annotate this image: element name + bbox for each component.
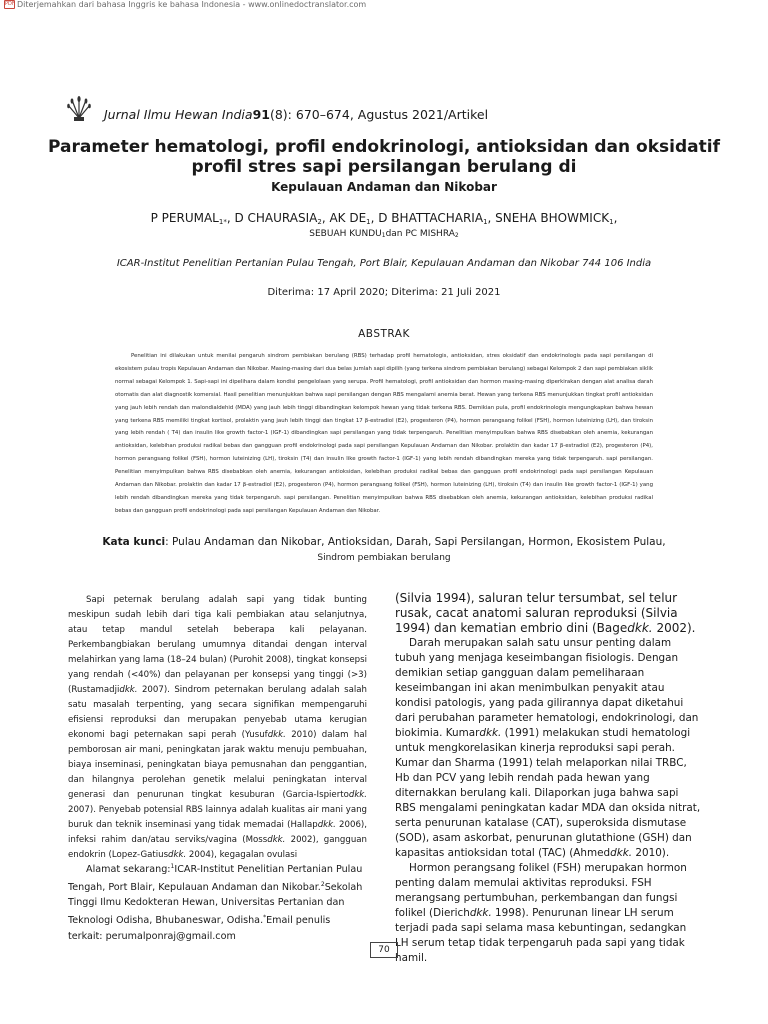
text-run: 2007). Penyebab potensial RBS lainnya adalah kualitas air mani yang buruk dan teknik inseminasi yang tidak memadai (Hallap	[68, 805, 367, 830]
journal-issue-pages: (8): 670–674, Agustus 2021/Artikel	[269, 107, 489, 122]
et-al: dkk.	[119, 685, 138, 695]
et-al: dkk.	[267, 835, 286, 845]
et-al: dkk.	[469, 907, 492, 919]
footnote-affil-1: ICAR-Institut Penelitian Pertanian Pulau Tengah, Port Blair, Kepulauan Andaman dan Nikobar.	[68, 864, 363, 894]
paragraph	[395, 636, 701, 861]
text-run: Hormon perangsang folikel (FSH) merupakan hormon penting dalam memulai aktivitas reproduksi. FSH merangsang pertumbuhan, perkembangan dan fungsi folikel (Dierich	[395, 862, 687, 919]
text-run: Darah merupakan salah satu unsur penting dalam tubuh yang menjaga keseimbangan fisiologis. Dengan demikian setiap gangguan dalam pemeliharaan keseimbangan ini akan menimbulkan penyakit atau kondisi patologis, yang pada gilirannya dapat diketahui dari perubahan parameter hematologi, endokrinologi, dan biokimia. Kumar	[395, 637, 699, 739]
et-al: dkk.	[348, 790, 367, 800]
author-affil-mark: 2	[317, 218, 322, 226]
page-number: 70	[370, 942, 398, 958]
et-al: dkk.	[317, 820, 336, 830]
footnote-mark: *	[263, 914, 267, 922]
translation-banner[interactable]	[4, 0, 366, 12]
abstract-text: Penelitian ini dilakukan untuk menilai pengaruh sindrom pembiakan berulang (RBS) terhadap profil hematologis, antioksidan, stres oksidatif dan endokrinologis pada sapi persilangan di ekosistem pulau tropis Kepulauan Andaman dan Nikobar. Masing-masing dari dua belas jumlah sapi dipilih (yang terkena sindrom pembiakan berulang) sebagai Kelompok 2 dan sapi pembiakan siklik normal sebagai Kelompok 1. Sapi-sapi ini dipelihara dalam kondisi pengelolaan yang serupa. Profil hematologi, profil antioksidan dan hormon masing-masing diperkirakan dengan alat analisa darah otomatis dan alat diagnostik komersial. Hasil penelitian menunjukkan bahwa sapi persilangan dengan RBS mengalami anemia berat. Hewan yang terkena RBS menunjukkan tingkat profil antioksidan yang jauh lebih rendah dan malondialdehid (MDA) yang jauh lebih tinggi dibandingkan kelompok hewan yang tidak terkena RBS. Demikian pula, profil endokrinologis mengungkapkan bahwa hewan yang terkena RBS memiliki tingkat kortisol, prolaktin yang jauh lebih tinggi dan tingkat 17 β-estradiol (E2), progesteron (P4), hormon perangsang folikel (FSH), hormon luteinizing (LH), dan tiroksin yang lebih rendah ( T4) dan insulin like growth factor-1 (IGF-1) dibandingkan sapi persilangan yang tidak terpengaruh. Penelitian menyimpulkan bahwa RBS disebabkan oleh anemia, kekurangan antioksidan, kelebihan produksi radikal bebas dan gangguan profil endokrinologi pada sapi persilangan Kepulauan Andaman dan Nikobar. prolaktin dan kadar 17 β-estradiol (E2), progesteron (P4), hormon perangsang folikel (FSH), hormon luteinizing (LH), tiroksin (T4) dan insulin like growth factor-1 (IGF-1) yang lebih rendah dibandingkan mereka yang tidak terpengaruh. sapi persilangan. Penelitian menyimpulkan bahwa RBS disebabkan oleh anemia, kekurangan antioksidan, kelebihan produksi radikal bebas dan gangguan profil endokrinologi pada sapi persilangan Kepulauan Andaman dan Nikobar. prolaktin dan kadar 17 β-estradiol (E2), progesteron (P4), hormon perangsang folikel (FSH), hormon luteinizing (LH), tiroksin (T4) dan insulin like growth factor-1 (IGF-1) yang lebih rendah dibandingkan mereka yang tidak terpengaruh. sapi persilangan. Penelitian menyimpulkan bahwa RBS disebabkan oleh anemia, kekurangan antioksidan, kelebihan produksi radikal bebas dan gangguan profil endokrinologi pada sapi persilangan Kepulauan Andaman dan Nikobar.	[115, 353, 653, 514]
author-affil-mark: 1	[609, 218, 614, 226]
author-name: , D BHATTACHARIA	[370, 211, 484, 225]
body-column-right	[395, 591, 701, 966]
received-accepted-dates: Diterima: 17 April 2020; Diterima: 21 Juli 2021	[267, 287, 501, 298]
journal-citation	[104, 107, 488, 122]
author-separator: ,	[613, 211, 618, 225]
et-al: dkk.	[267, 730, 286, 740]
icar-logo	[66, 94, 92, 132]
abstract-body	[115, 350, 653, 518]
author-affil-mark: 1	[483, 218, 488, 226]
author-affil-mark: 2	[454, 232, 459, 239]
abstract-heading: ABSTRAK	[358, 328, 410, 340]
footnote-mark: 1	[170, 863, 175, 870]
text-run: (Silvia 1994), saluran telur tersumbat, sel telur rusak, cacat anatomi saluran reproduksi (Silvia 1994) dan kematian embrio dini (Bage	[395, 591, 678, 635]
body-column-left	[68, 593, 367, 863]
footnote-lead: Alamat sekarang:	[86, 864, 171, 876]
paragraph	[395, 591, 701, 636]
author-affil-mark: 1	[381, 232, 386, 239]
journal-volume: 91	[252, 107, 270, 122]
author-name: P PERUMAL	[150, 211, 219, 225]
text-run: 2006), infeksi rahim dan/atau serviks/vagina (Moss	[68, 820, 368, 845]
author-name: SEBUAH KUNDU	[309, 229, 382, 239]
paragraph	[395, 861, 701, 966]
title-line-2: profil stres sapi persilangan berulang di	[191, 157, 577, 177]
document-translate-icon: PDF	[5, 1, 15, 7]
affiliation: ICAR-Institut Penelitian Pertanian Pulau Tengah, Port Blair, Kepulauan Andaman dan Nikobar 744 106 India	[116, 258, 652, 269]
footnote-affil-2: Sekolah Tinggi Ilmu Kedokteran Hewan, Universitas Pertanian dan Teknologi Odisha, Bhubaneswar, Odisha.	[68, 882, 363, 927]
keywords-label: Kata kunci	[102, 536, 166, 548]
keywords	[92, 534, 676, 566]
author-name: dan PC MISHRA	[385, 229, 455, 239]
icar-wheat-logo-icon	[66, 94, 92, 132]
text-run: 2007). Sindrom peternakan berulang adalah salah satu masalah terpenting, yang secara signifikan mempengaruhi efisiensi reproduksi dan merupakan penyebab utama kerugian ekonomi bagi peternakan sapi perah (Yusuf	[68, 685, 367, 740]
et-al: dkk.	[610, 847, 633, 859]
title-line-1: Parameter hematologi, profil endokrinologi, antioksidan dan oksidatif	[48, 137, 720, 157]
et-al: dkk.	[168, 850, 187, 860]
text-run: 2010) dalam hal pemborosan air mani, peningkatan jarak waktu menuju pembuahan, biaya inseminasi, peningkatan biaya pemusnahan dan penggantian, dan hilangnya perolehan genetik melalui peningkatan interval generasi dan penurunan tingkat kesuburan (Garcia-Ispierto	[68, 730, 367, 800]
author-affil-mark: 1	[366, 218, 371, 226]
text-run: Sapi peternak berulang adalah sapi yang tidak bunting meskipun sudah lebih dari tiga kali pembiakan atau selanjutnya, atau tetap mandul setelah beberapa kali pelayanan. Perkembangbiakan berulang umumnya ditandai dengan interval melahirkan yang lama (18–24 bulan) (Purohit 2008), tingkat konsepsi yang rendah (<40%) dan pelayanan per konsepsi yang tinggi (>3) (Rustamadji	[68, 595, 367, 695]
author-name: , AK DE	[321, 211, 367, 225]
text-run: 2002).	[652, 621, 696, 635]
keywords-line-2: Sindrom pembiakan berulang	[317, 553, 451, 563]
et-al: dkk.	[479, 727, 502, 739]
journal-name: Jurnal Ilmu Hewan India	[104, 107, 253, 122]
article-title	[40, 137, 728, 177]
title-line-3: Kepulauan Andaman dan Nikobar	[271, 180, 497, 194]
author-name: , D CHAURASIA	[226, 211, 318, 225]
author-name: , SNEHA BHOWMICK	[487, 211, 610, 225]
corresponding-email[interactable]: Email penulis terkait: perumalponraj@gmail.com	[68, 915, 331, 942]
footnote-mark: 2	[320, 881, 325, 889]
paragraph	[68, 593, 367, 863]
text-run: 2002), gangguan endokrin (Lopez-Gatius	[68, 835, 367, 860]
footnote	[68, 859, 367, 944]
text-run: 2010).	[632, 847, 670, 859]
keywords-text: : Pulau Andaman dan Nikobar, Antioksidan, Darah, Sapi Persilangan, Hormon, Ekosistem Pulau,	[165, 536, 666, 548]
author-list-line-2	[40, 229, 728, 239]
author-list	[40, 211, 728, 226]
et-al: dkk.	[627, 621, 653, 635]
author-affil-mark: 1*	[218, 218, 227, 226]
text-run: 1998). Penurunan linear LH serum terjadi pada sapi selama masa kebuntingan, sedangkan LH serum tetap tidak terpengaruh pada sapi yang tidak hamil.	[395, 907, 687, 964]
translation-banner-text[interactable]: Diterjemahkan dari bahasa Inggris ke bahasa Indonesia - www.onlinedoctranslator.com	[17, 0, 367, 9]
text-run: (1991) melakukan studi hematologi untuk mengkorelasikan kinerja reproduksi sapi perah. Kumar dan Sharma (1991) telah melaporkan nilai TRBC, Hb dan PCV yang lebih rendah pada hewan yang diternakkan berulang kali. Dilaporkan juga bahwa sapi RBS mengalami peningkatan kadar MDA dan oksida nitrat, serta penurunan katalase (CAT), superoksida dismutase (SOD), asam askorbat, penurunan glutathione (GSH) dan kapasitas antioksidan total (TAC) (Ahmed	[395, 727, 701, 859]
text-run: 2004), kegagalan ovulasi	[186, 850, 298, 860]
